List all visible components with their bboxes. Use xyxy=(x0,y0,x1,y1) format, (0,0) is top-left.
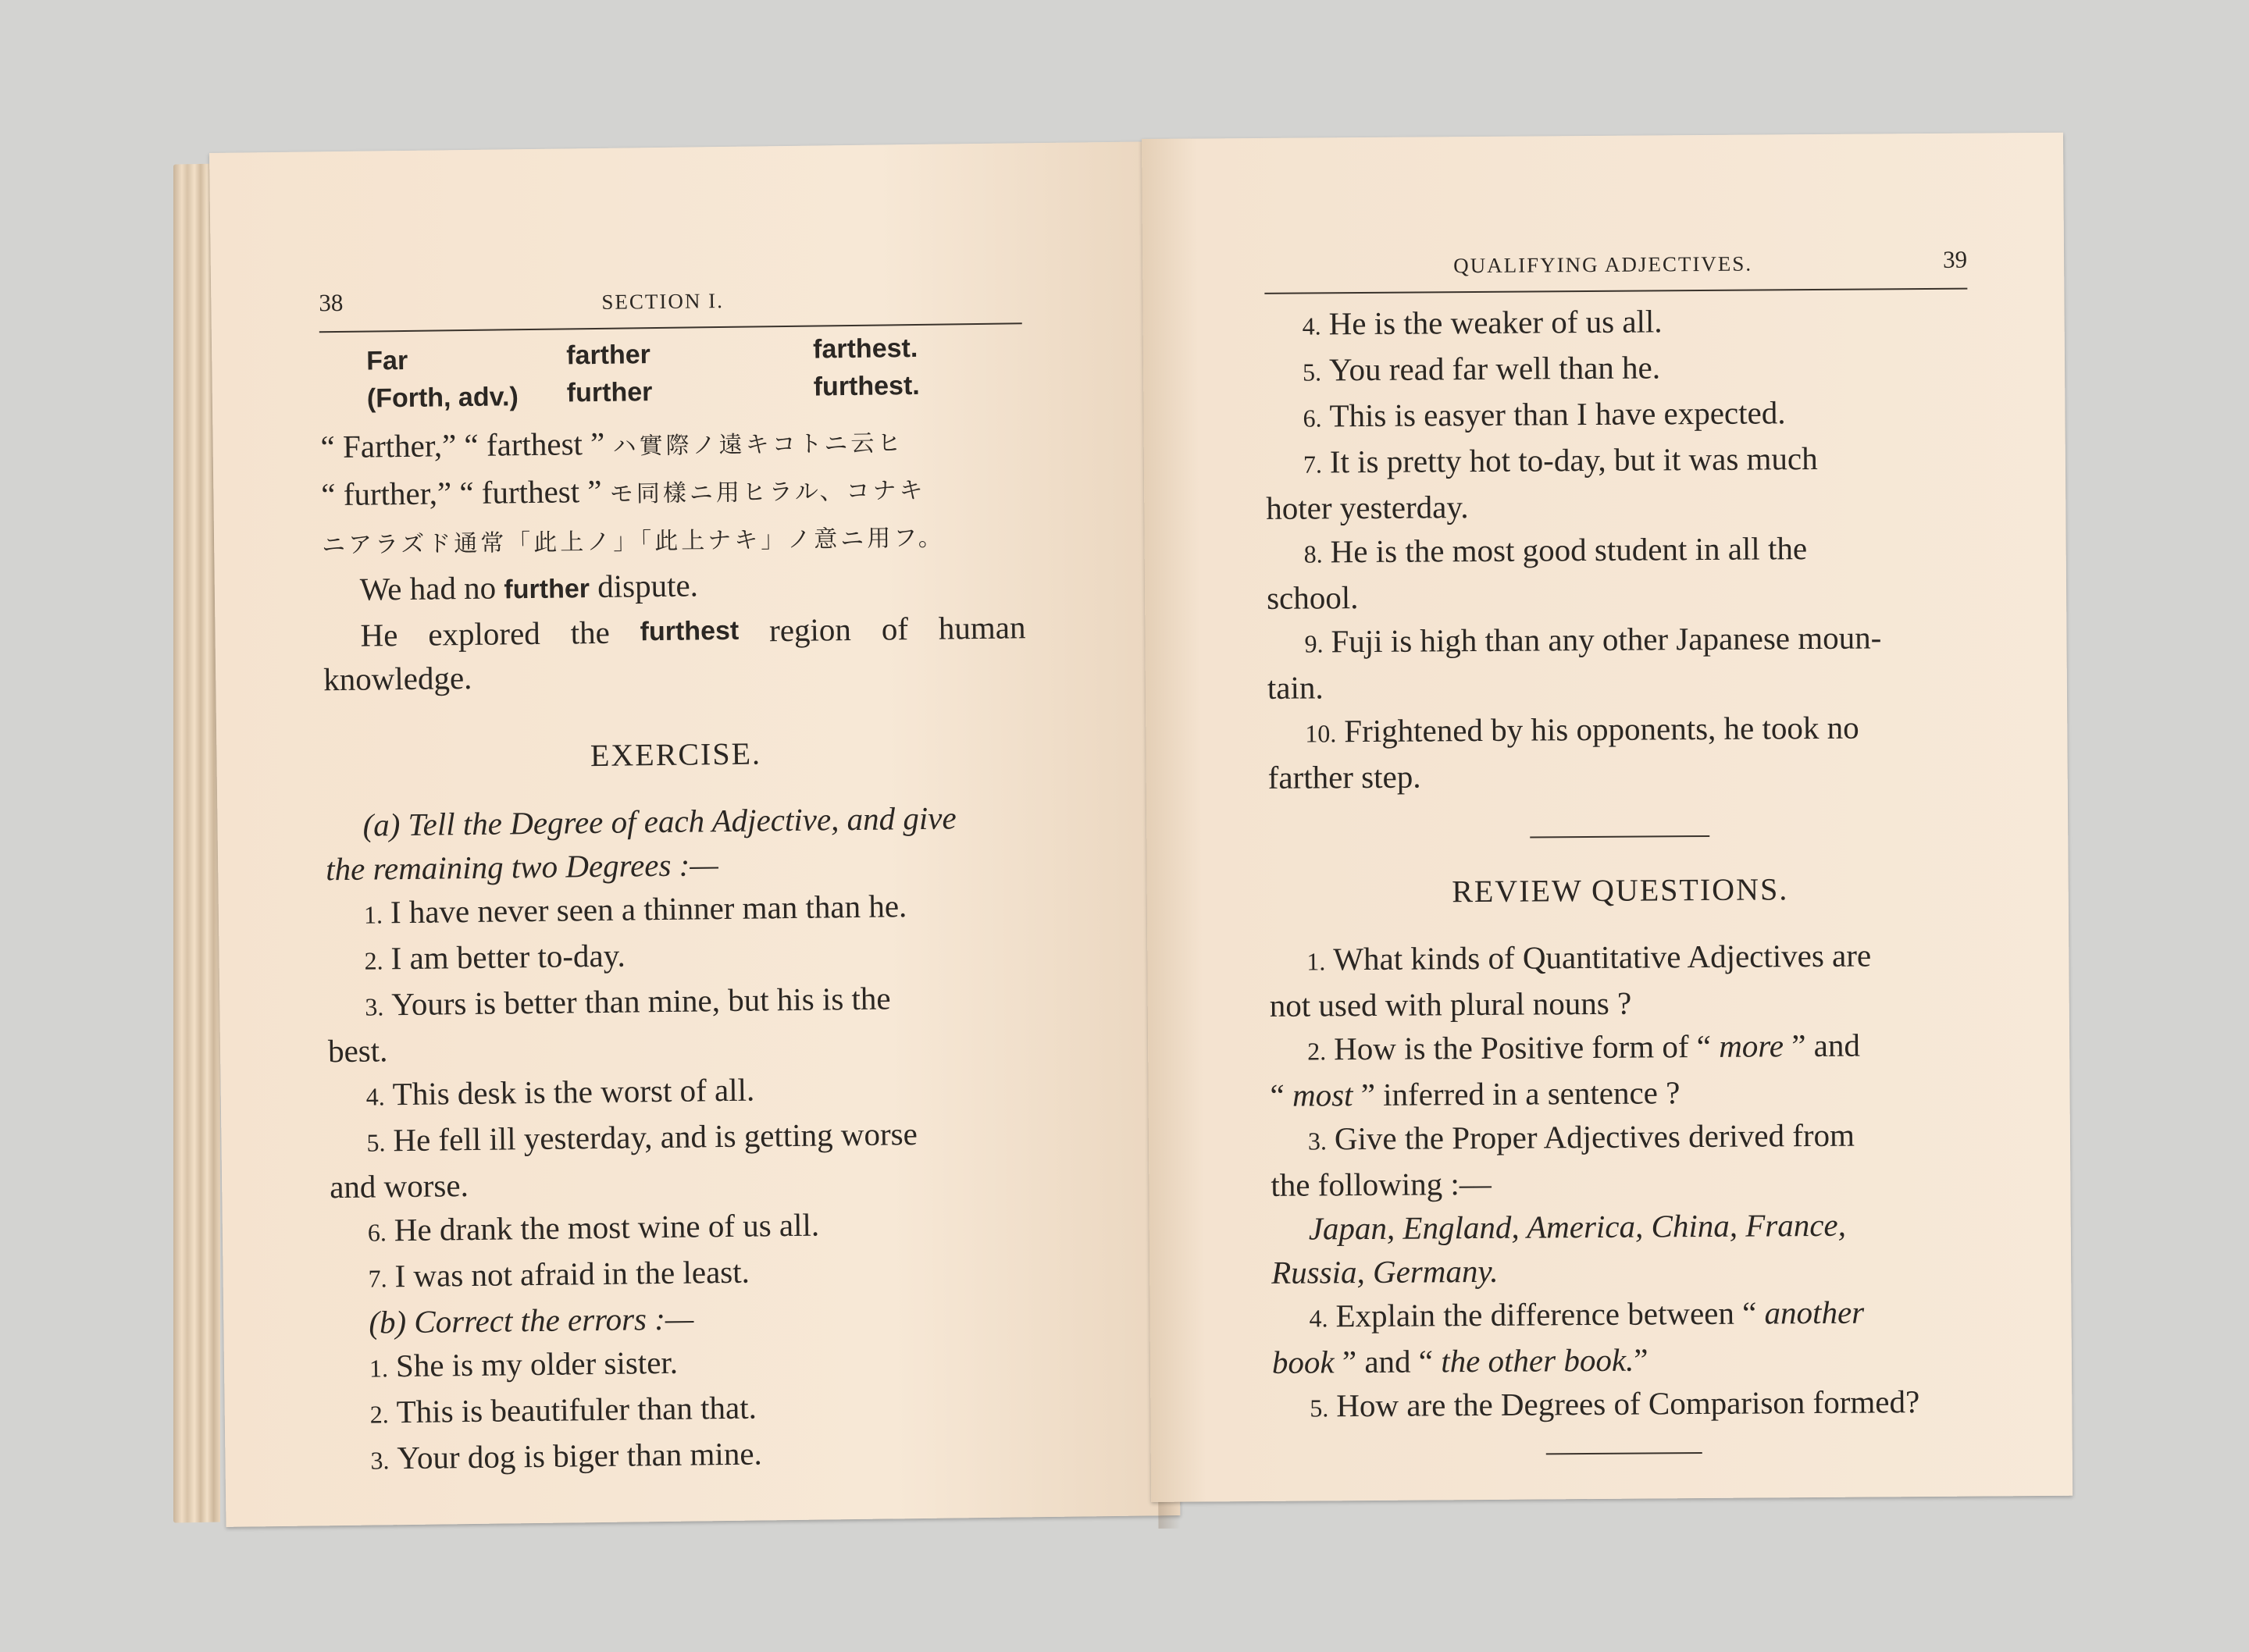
list-item: 2. This is beautifuler than that. xyxy=(369,1389,757,1430)
question-1-cont: not used with plural nouns ? xyxy=(1269,984,1632,1024)
part-a-list xyxy=(326,882,1034,1301)
degree-positive-alt: (Forth, adv.) xyxy=(366,382,519,414)
right-section-title: QUALIFYING ADJECTIVES. xyxy=(1453,251,1753,278)
usage-line-1: “ Farther,” “ farthest ” ハ實際ノ遠キコトニ云ヒ xyxy=(320,425,904,465)
list-item: 9. Fuji is high than any other Japanese moun- xyxy=(1304,619,1882,660)
question-2: 2. How is the Positive form of “ more ” and xyxy=(1307,1027,1861,1067)
review-heading: REVIEW QUESTIONS. xyxy=(1452,871,1789,910)
list-item: 4. This desk is the worst of all. xyxy=(365,1071,755,1113)
list-item: 7. It is pretty hot to-day, but it was much xyxy=(1303,440,1818,480)
part-a-label: (a) xyxy=(362,806,401,843)
list-item: 3. Your dog is biger than mine. xyxy=(370,1435,763,1476)
question-2-cont: “ most ” inferred in a sentence ? xyxy=(1270,1074,1681,1113)
right-page-number: 39 xyxy=(1942,245,1968,273)
list-item: 3. Yours is better than mine, but his is the xyxy=(365,980,891,1023)
question-3-cont: the following :— xyxy=(1271,1165,1492,1203)
left-page-number: 38 xyxy=(319,288,344,317)
japanese-text: ハ實際ノ遠キコトニ云ヒ xyxy=(612,429,904,461)
right-page xyxy=(1142,133,2073,1502)
list-item-cont: school. xyxy=(1266,579,1359,616)
list-item-cont: farther step. xyxy=(1267,758,1421,796)
list-item: 8. He is the most good student in all the xyxy=(1303,530,1808,570)
list-item: 2. I am better to-day. xyxy=(364,937,626,977)
part-b-list xyxy=(332,1336,1036,1483)
japanese-text: モ同樣ニ用ヒラル、コナキ xyxy=(609,476,926,508)
question-4: 4. Explain the difference between “ another xyxy=(1309,1294,1865,1334)
list-item: 5. You read far well than he. xyxy=(1302,349,1661,388)
list-item-cont: tain. xyxy=(1267,669,1324,706)
example-sentence-2-cont: knowledge. xyxy=(323,659,472,698)
review-questions xyxy=(1269,933,1975,1430)
degrees-table xyxy=(319,332,1023,425)
list-item: 6. He drank the most wine of us all. xyxy=(367,1206,820,1248)
list-item-cont: best. xyxy=(327,1032,388,1070)
left-section-title: SECTION I. xyxy=(601,288,725,314)
degree-superlative-alt: furthest. xyxy=(813,370,920,402)
list-item: 1. I have never seen a thinner man than he. xyxy=(363,888,907,931)
list-item: 7. I was not afraid in the least. xyxy=(368,1253,750,1294)
part-b-list-continued xyxy=(1264,297,1970,799)
question-4-cont: book ” and “ the other book.” xyxy=(1271,1341,1648,1380)
part-a-instruction-cont: the remaining two Degrees :— xyxy=(325,846,719,888)
degree-comparative-alt: further xyxy=(566,377,653,408)
usage-line-3 xyxy=(322,511,1025,568)
question-5: 5. How are the Degrees of Comparison formed? xyxy=(1310,1383,1920,1424)
end-divider xyxy=(1546,1452,1702,1454)
part-b-instruction: (b) Correct the errors :— xyxy=(369,1300,694,1340)
degree-positive: Far xyxy=(366,345,408,376)
section-divider xyxy=(1530,835,1709,838)
list-item: 4. He is the weaker of us all. xyxy=(1302,303,1663,342)
example-sentence-1: We had no further dispute. xyxy=(359,567,699,607)
country-list-cont: Russia, Germany. xyxy=(1271,1252,1499,1291)
part-a-instruction: (a) Tell the Degree of each Adjective, and give xyxy=(362,799,957,843)
list-item: 1. She is my older sister. xyxy=(369,1344,679,1384)
list-item: 5. He fell ill yesterday, and is getting worse xyxy=(366,1116,918,1159)
degree-superlative: farthest. xyxy=(812,333,918,365)
exercise-heading: EXERCISE. xyxy=(590,735,762,774)
left-running-head xyxy=(319,280,1022,328)
list-item-cont: hoter yesterday. xyxy=(1266,489,1469,526)
list-item: 6. This is easyer than I have expected. xyxy=(1303,394,1786,434)
usage-line-2: “ further,” “ furthest ” モ同樣ニ用ヒラル、コナキ xyxy=(321,472,926,513)
question-3: 3. Give the Proper Adjectives derived from xyxy=(1307,1116,1855,1157)
japanese-text: ニアラズド通常「此上ノ」「此上ナキ」ノ意ニ用フ。 xyxy=(321,524,946,560)
country-list: Japan, England, America, China, France, xyxy=(1308,1206,1847,1247)
right-running-head xyxy=(1264,246,1967,290)
part-b-label: (b) xyxy=(369,1304,407,1340)
question-1: 1. What kinds of Quantitative Adjectives are xyxy=(1306,937,1872,977)
left-page xyxy=(209,141,1180,1527)
list-item: 10. Frightened by his opponents, he took no xyxy=(1305,709,1859,749)
degree-comparative: farther xyxy=(565,340,651,371)
list-item-cont: and worse. xyxy=(329,1167,469,1205)
example-sentence-2: He explored the furthest region of human xyxy=(360,609,1026,653)
